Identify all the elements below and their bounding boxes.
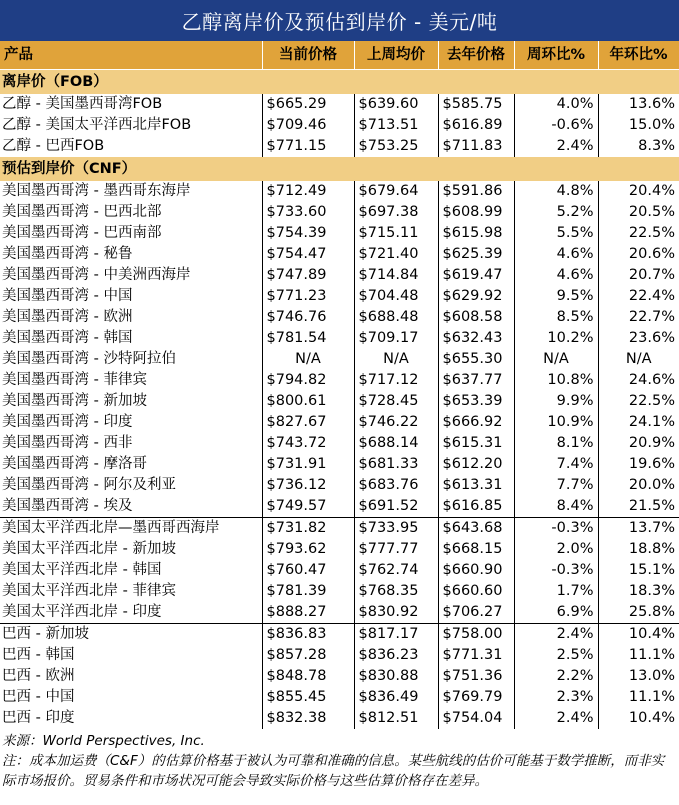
yoy-pct-cell: 22.5%	[628, 225, 675, 241]
yoy-pct-cell: 22.4%	[628, 288, 675, 304]
route-label: 美国太平洋西北岸 - 印度	[0, 602, 262, 624]
current-price-cell: $781.54	[262, 328, 354, 349]
route-label: 美国墨西哥湾 - 菲律宾	[0, 370, 262, 391]
section-header-row	[0, 157, 679, 181]
last-week-avg-cell: $681.33	[354, 454, 438, 475]
table-row	[0, 202, 679, 223]
yoy-pct-cell: 18.8%	[628, 541, 675, 557]
yoy-pct-cell: 11.1%	[628, 647, 675, 663]
route-label: 美国墨西哥湾 - 秘鲁	[0, 244, 262, 265]
table-row	[0, 602, 679, 624]
source-note: 来源：World Perspectives, Inc.	[2, 733, 205, 749]
route-label: 巴西 - 印度	[0, 708, 262, 729]
wow-pct-cell: 2.4%	[514, 708, 598, 729]
wow-pct-cell: 4.6%	[514, 265, 598, 286]
current-price-cell: $827.67	[262, 412, 354, 433]
current-price-cell: $793.62	[262, 539, 354, 560]
last-year-price-cell: $711.83	[438, 136, 514, 157]
table-row	[0, 181, 679, 202]
last-year-price-cell: $615.31	[438, 433, 514, 454]
current-price-cell: $731.91	[262, 454, 354, 475]
yoy-pct-cell: 19.6%	[628, 456, 675, 472]
table-row	[0, 391, 679, 412]
last-year-price-cell: $625.39	[438, 244, 514, 265]
last-year-price-cell: $616.85	[438, 496, 514, 518]
last-week-avg-cell: $709.17	[354, 328, 438, 349]
last-year-price-cell: $655.30	[438, 349, 514, 370]
yoy-pct-cell: 13.6%	[628, 96, 675, 112]
current-price-cell: $749.57	[262, 496, 354, 518]
yoy-pct-cell: 15.0%	[628, 117, 675, 133]
header-yoy-pct: 年环比%	[598, 41, 679, 70]
last-year-price-cell: $585.75	[438, 94, 514, 115]
yoy-pct-cell: 13.7%	[598, 518, 679, 540]
last-year-price-cell: $769.79	[438, 687, 514, 708]
last-week-avg-cell: $728.45	[354, 391, 438, 412]
wow-pct-cell: 5.5%	[514, 223, 598, 244]
last-week-avg-cell: $704.48	[354, 286, 438, 307]
last-year-price-cell: $706.27	[438, 602, 514, 624]
table-row	[0, 433, 679, 454]
wow-pct-cell: 10.9%	[514, 412, 598, 433]
table-row	[0, 518, 679, 540]
last-week-avg-cell: $714.84	[354, 265, 438, 286]
last-year-price-cell: $660.60	[438, 581, 514, 602]
wow-pct-cell: 10.8%	[514, 370, 598, 391]
current-price-cell: $733.60	[262, 202, 354, 223]
route-label: 美国墨西哥湾 - 韩国	[0, 328, 262, 349]
header-last-week-avg: 上周均价	[354, 41, 438, 70]
table-row	[0, 475, 679, 496]
table-row	[0, 581, 679, 602]
last-week-avg-cell: $836.49	[354, 687, 438, 708]
last-week-avg-cell: N/A	[354, 349, 438, 370]
yoy-pct-cell: 15.1%	[628, 562, 675, 578]
wow-pct-cell: 2.5%	[514, 645, 598, 666]
last-year-price-cell: $608.58	[438, 307, 514, 328]
section-title: 预估到岸价（CNF）	[0, 157, 679, 181]
report-title: 乙醇离岸价及预估到岸价 - 美元/吨	[0, 0, 679, 41]
table-row	[0, 136, 679, 157]
current-price-cell: $736.12	[262, 475, 354, 496]
yoy-pct-cell: 10.4%	[598, 624, 679, 646]
route-label: 美国墨西哥湾 - 埃及	[0, 496, 262, 518]
table-row	[0, 539, 679, 560]
route-label: 巴西 - 欧洲	[0, 666, 262, 687]
last-week-avg-cell: $753.25	[354, 136, 438, 157]
yoy-pct-cell: 24.1%	[628, 414, 675, 430]
route-label: 美国墨西哥湾 - 摩洛哥	[0, 454, 262, 475]
current-price-cell: $836.83	[262, 624, 354, 646]
wow-pct-cell: 10.2%	[514, 328, 598, 349]
last-week-avg-cell: $768.35	[354, 581, 438, 602]
current-price-cell: $709.46	[262, 115, 354, 136]
route-label: 美国墨西哥湾 - 墨西哥东海岸	[0, 181, 262, 202]
route-label: 美国太平洋西北岸—墨西哥西海岸	[0, 518, 262, 540]
wow-pct-cell: 2.3%	[514, 687, 598, 708]
table-row	[0, 624, 679, 646]
table-row	[0, 286, 679, 307]
wow-pct-cell: 9.9%	[514, 391, 598, 412]
table-row	[0, 666, 679, 687]
wow-pct-cell: 2.4%	[514, 624, 598, 646]
last-year-price-cell: $613.31	[438, 475, 514, 496]
table-row	[0, 265, 679, 286]
yoy-pct-cell: 20.6%	[628, 246, 675, 262]
wow-pct-cell: -0.3%	[514, 560, 598, 581]
last-week-avg-cell: $777.77	[354, 539, 438, 560]
wow-pct-cell: 1.7%	[514, 581, 598, 602]
wow-pct-cell: 8.1%	[514, 433, 598, 454]
table-row	[0, 328, 679, 349]
current-price-cell: $743.72	[262, 433, 354, 454]
wow-pct-cell: 4.6%	[514, 244, 598, 265]
last-week-avg-cell: $817.17	[354, 624, 438, 646]
yoy-pct-cell: 20.5%	[628, 204, 675, 220]
yoy-pct-cell: 23.6%	[628, 330, 675, 346]
wow-pct-cell: 9.5%	[514, 286, 598, 307]
current-price-cell: $731.82	[262, 518, 354, 540]
current-price-cell: $771.15	[262, 136, 354, 157]
yoy-pct-cell: 25.8%	[628, 604, 675, 620]
last-week-avg-cell: $721.40	[354, 244, 438, 265]
yoy-pct-cell: 20.4%	[628, 183, 675, 199]
yoy-pct-cell: 13.0%	[628, 668, 675, 684]
route-label: 美国太平洋西北岸 - 韩国	[0, 560, 262, 581]
last-year-price-cell: $754.04	[438, 708, 514, 729]
last-week-avg-cell: $713.51	[354, 115, 438, 136]
route-label: 美国墨西哥湾 - 西非	[0, 433, 262, 454]
table-body	[0, 70, 679, 730]
last-week-avg-cell: $830.88	[354, 666, 438, 687]
current-price-cell: $888.27	[262, 602, 354, 624]
last-year-price-cell: $591.86	[438, 181, 514, 202]
last-week-avg-cell: $688.48	[354, 307, 438, 328]
last-year-price-cell: $619.47	[438, 265, 514, 286]
last-year-price-cell: $632.43	[438, 328, 514, 349]
table-row	[0, 687, 679, 708]
last-week-avg-cell: $733.95	[354, 518, 438, 540]
last-year-price-cell: $660.90	[438, 560, 514, 581]
table-row	[0, 708, 679, 729]
price-table	[0, 41, 679, 729]
wow-pct-cell: 8.4%	[514, 496, 598, 518]
section-title: 离岸价（FOB）	[0, 70, 679, 95]
table-row	[0, 94, 679, 115]
last-week-avg-cell: $679.64	[354, 181, 438, 202]
section-header-row	[0, 70, 679, 95]
route-label: 美国太平洋西北岸 - 新加坡	[0, 539, 262, 560]
wow-pct-cell: N/A	[514, 349, 598, 370]
route-label: 美国墨西哥湾 - 巴西北部	[0, 202, 262, 223]
route-label: 美国墨西哥湾 - 欧洲	[0, 307, 262, 328]
current-price-cell: $832.38	[262, 708, 354, 729]
yoy-pct-cell: 21.5%	[628, 498, 675, 514]
yoy-pct-cell: 22.7%	[628, 309, 675, 325]
header-current-price: 当前价格	[262, 41, 354, 70]
yoy-pct-cell: N/A	[625, 351, 652, 367]
last-year-price-cell: $771.31	[438, 645, 514, 666]
table-row	[0, 115, 679, 136]
current-price-cell: $800.61	[262, 391, 354, 412]
wow-pct-cell: 4.8%	[514, 181, 598, 202]
yoy-pct-cell: 10.4%	[628, 710, 675, 726]
current-price-cell: $754.39	[262, 223, 354, 244]
current-price-cell: $746.76	[262, 307, 354, 328]
last-week-avg-cell: $812.51	[354, 708, 438, 729]
header-row	[0, 41, 679, 70]
wow-pct-cell: 7.4%	[514, 454, 598, 475]
wow-pct-cell: 2.2%	[514, 666, 598, 687]
current-price-cell: $794.82	[262, 370, 354, 391]
yoy-pct-cell: 20.0%	[628, 477, 675, 493]
table-row	[0, 645, 679, 666]
header-wow-pct: 周环比%	[514, 41, 598, 70]
route-label: 巴西 - 新加坡	[0, 624, 262, 646]
header-last-year-price: 去年价格	[438, 41, 514, 70]
table-row	[0, 370, 679, 391]
last-week-avg-cell: $762.74	[354, 560, 438, 581]
last-year-price-cell: $758.00	[438, 624, 514, 646]
route-label: 乙醇 - 巴西FOB	[0, 136, 262, 157]
yoy-pct-cell: 8.3%	[638, 138, 675, 154]
route-label: 美国墨西哥湾 - 巴西南部	[0, 223, 262, 244]
yoy-pct-cell: 22.5%	[628, 393, 675, 409]
last-week-avg-cell: $683.76	[354, 475, 438, 496]
last-year-price-cell: $643.68	[438, 518, 514, 540]
yoy-pct-cell: 20.7%	[628, 267, 675, 283]
last-week-avg-cell: $639.60	[354, 94, 438, 115]
route-label: 巴西 - 韩国	[0, 645, 262, 666]
last-year-price-cell: $751.36	[438, 666, 514, 687]
wow-pct-cell: 4.0%	[514, 94, 598, 115]
current-price-cell: $848.78	[262, 666, 354, 687]
last-year-price-cell: $668.15	[438, 539, 514, 560]
table-row	[0, 560, 679, 581]
route-label: 乙醇 - 美国墨西哥湾FOB	[0, 94, 262, 115]
last-year-price-cell: $615.98	[438, 223, 514, 244]
last-week-avg-cell: $717.12	[354, 370, 438, 391]
last-year-price-cell: $653.39	[438, 391, 514, 412]
last-week-avg-cell: $836.23	[354, 645, 438, 666]
wow-pct-cell: -0.3%	[514, 518, 598, 540]
current-price-cell: $781.39	[262, 581, 354, 602]
last-year-price-cell: $608.99	[438, 202, 514, 223]
route-label: 美国墨西哥湾 - 印度	[0, 412, 262, 433]
last-year-price-cell: $629.92	[438, 286, 514, 307]
table-row	[0, 349, 679, 370]
route-label: 巴西 - 中国	[0, 687, 262, 708]
yoy-pct-cell: 24.6%	[628, 372, 675, 388]
yoy-pct-cell: 11.1%	[628, 689, 675, 705]
wow-pct-cell: 6.9%	[514, 602, 598, 624]
wow-pct-cell: 8.5%	[514, 307, 598, 328]
route-label: 美国墨西哥湾 - 中美洲西海岸	[0, 265, 262, 286]
current-price-cell: $855.45	[262, 687, 354, 708]
last-week-avg-cell: $691.52	[354, 496, 438, 518]
current-price-cell: $747.89	[262, 265, 354, 286]
current-price-cell: $771.23	[262, 286, 354, 307]
last-week-avg-cell: $746.22	[354, 412, 438, 433]
table-row	[0, 412, 679, 433]
disclaimer-note: 注：成本加运费（C&F）的估算价格基于被认为可靠和准确的信息。某些航线的估价可能基于数学推断，而非实际市场报价。贸易条件和市场状况可能会导致实际价格与这些估算价格存在差异。	[2, 753, 665, 789]
wow-pct-cell: 5.2%	[514, 202, 598, 223]
route-label: 美国墨西哥湾 - 沙特阿拉伯	[0, 349, 262, 370]
route-label: 美国墨西哥湾 - 中国	[0, 286, 262, 307]
last-week-avg-cell: $697.38	[354, 202, 438, 223]
route-label: 美国墨西哥湾 - 新加坡	[0, 391, 262, 412]
table-row	[0, 307, 679, 328]
header-product: 产品	[0, 41, 262, 70]
table-row	[0, 244, 679, 265]
table-row	[0, 496, 679, 518]
route-label: 美国太平洋西北岸 - 菲律宾	[0, 581, 262, 602]
wow-pct-cell: -0.6%	[514, 115, 598, 136]
last-year-price-cell: $637.77	[438, 370, 514, 391]
current-price-cell: $857.28	[262, 645, 354, 666]
current-price-cell: $712.49	[262, 181, 354, 202]
route-label: 乙醇 - 美国太平洋西北岸FOB	[0, 115, 262, 136]
wow-pct-cell: 2.4%	[514, 136, 598, 157]
last-year-price-cell: $612.20	[438, 454, 514, 475]
last-week-avg-cell: $715.11	[354, 223, 438, 244]
route-label: 美国墨西哥湾 - 阿尔及利亚	[0, 475, 262, 496]
current-price-cell: $760.47	[262, 560, 354, 581]
current-price-cell: N/A	[262, 349, 354, 370]
current-price-cell: $665.29	[262, 94, 354, 115]
wow-pct-cell: 2.0%	[514, 539, 598, 560]
current-price-cell: $754.47	[262, 244, 354, 265]
yoy-pct-cell: 18.3%	[628, 583, 675, 599]
table-row	[0, 454, 679, 475]
yoy-pct-cell: 20.9%	[628, 435, 675, 451]
last-year-price-cell: $666.92	[438, 412, 514, 433]
last-year-price-cell: $616.89	[438, 115, 514, 136]
table-row	[0, 223, 679, 244]
footer	[0, 729, 679, 791]
last-week-avg-cell: $688.14	[354, 433, 438, 454]
wow-pct-cell: 7.7%	[514, 475, 598, 496]
last-week-avg-cell: $830.92	[354, 602, 438, 624]
